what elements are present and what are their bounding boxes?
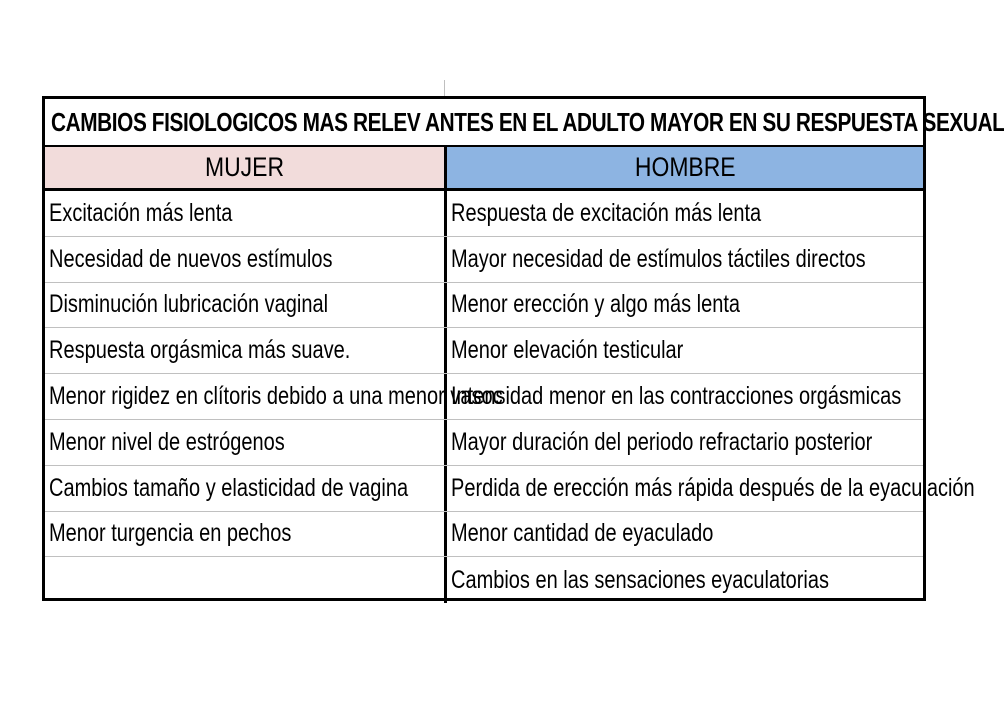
table-row [45, 557, 923, 603]
cell-text: Necesidad de nuevos estímulos [49, 244, 333, 273]
cell-hombre [447, 328, 923, 373]
cell-mujer [45, 191, 447, 236]
table-row [45, 283, 923, 329]
cell-hombre [447, 374, 923, 419]
table-row [45, 237, 923, 283]
header-hombre [447, 147, 923, 188]
cell-text: Menor rigidez en clítoris debido a una menor vasoc [49, 382, 503, 411]
cell-mujer [45, 512, 447, 557]
cell-text: Menor elevación testicular [451, 336, 684, 365]
table-header-row [45, 147, 923, 191]
cell-mujer [45, 283, 447, 328]
cell-text: Cambios en las sensaciones eyaculatorias [451, 565, 829, 594]
cell-hombre [447, 557, 923, 603]
cell-text: Respuesta de excitación más lenta [451, 198, 762, 227]
cell-text: Disminución lubricación vaginal [49, 290, 329, 319]
table-body [45, 191, 975, 598]
cell-text: Menor cantidad de eyaculado [451, 519, 714, 548]
table-row [45, 512, 923, 558]
table-row [45, 328, 923, 374]
cell-text: Perdida de erección más rápida después de la eyaculación [451, 473, 975, 502]
cell-mujer [45, 420, 447, 465]
cell-text: Excitación más lenta [49, 198, 233, 227]
table-title [45, 99, 1004, 147]
table-title-text: CAMBIOS FISIOLOGICOS MAS RELEV ANTES EN EL ADULTO MAYOR EN SU RESPUESTA SEXUAL [51, 106, 1004, 137]
cell-text: Mayor necesidad de estímulos táctiles directos [451, 244, 866, 273]
gridline-fragment [444, 80, 445, 96]
cell-text: Menor turgencia en pechos [49, 519, 292, 548]
cell-text: Menor erección y algo más lenta [451, 290, 741, 319]
cell-text: Respuesta orgásmica más suave. [49, 336, 351, 365]
table-row [45, 374, 923, 420]
header-mujer-label: MUJER [204, 152, 285, 182]
cell-hombre [447, 466, 975, 511]
comparison-table [42, 96, 1004, 601]
table-row [45, 466, 975, 512]
cell-mujer [45, 557, 447, 603]
table-row [45, 420, 923, 466]
cell-text: Cambios tamaño y elasticidad de vagina [49, 473, 409, 502]
cell-hombre [447, 512, 923, 557]
cell-mujer [45, 374, 503, 419]
cell-mujer [45, 328, 447, 373]
cell-hombre [447, 420, 923, 465]
cell-hombre [447, 191, 923, 236]
cell-mujer [45, 466, 447, 511]
header-hombre-label: HOMBRE [634, 152, 736, 182]
cell-text: Intensidad menor en las contracciones orgásmicas [451, 382, 902, 411]
table-row [45, 191, 923, 237]
cell-mujer [45, 237, 447, 282]
cell-text: Mayor duración del periodo refractario posterior [451, 427, 873, 456]
cell-hombre [447, 283, 923, 328]
header-mujer [45, 147, 447, 188]
cell-text: Menor nivel de estrógenos [49, 427, 285, 456]
cell-hombre [447, 237, 923, 282]
